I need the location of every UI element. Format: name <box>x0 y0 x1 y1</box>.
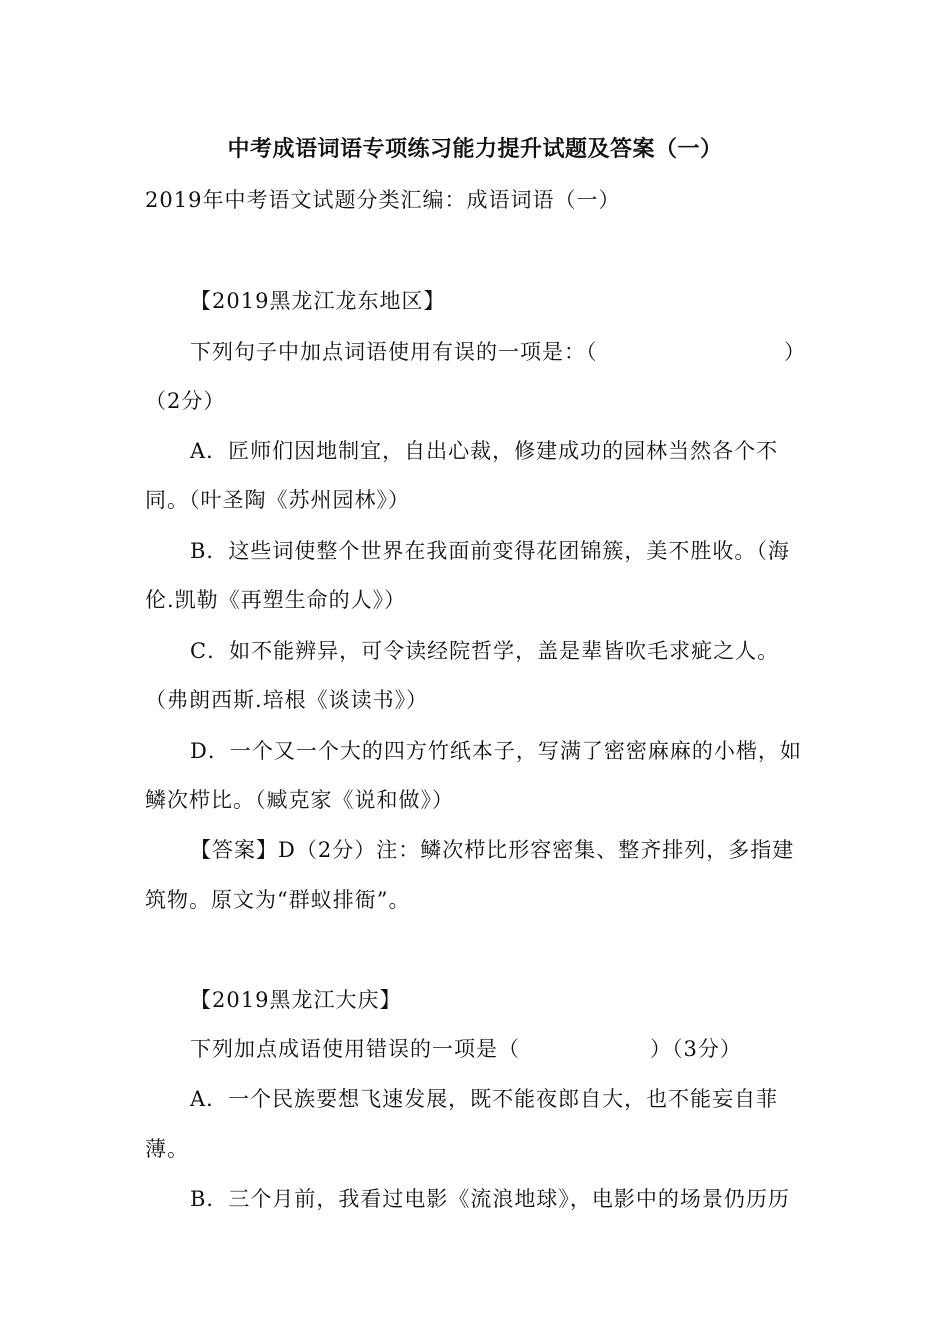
option-a-line1: A．一个民族要想飞速发展，既不能夜郎自大，也不能妄自菲 <box>190 1087 779 1111</box>
answer-line2: 筑物。原文为“群蚁排衙”。 <box>145 888 411 912</box>
page-title: 中考成语词语专项练习能力提升试题及答案（一） <box>227 137 723 162</box>
option-a-line1: A．匠师们因地制宜，自出心裁，修建成功的园林当然各个不 <box>190 439 779 463</box>
option-a-line2: 薄。 <box>145 1137 189 1161</box>
question-score: （2分） <box>145 389 226 413</box>
option-a-line2: 同。（叶圣陶《苏州园林》） <box>145 488 410 512</box>
question-prompt: 下列加点成语使用错误的一项是（ <box>190 1037 520 1061</box>
option-d-line1: D．一个又一个大的四方竹纸本子，写满了密密麻麻的小楷，如 <box>190 739 802 763</box>
option-c-line2: （弗朗西斯.培根《谈读书》） <box>145 688 429 712</box>
question-paren-close-score: ）（3分） <box>650 1037 742 1061</box>
page-subtitle: 2019年中考语文试题分类汇编：成语词语（一） <box>145 188 621 212</box>
section-header: 【2019黑龙江大庆】 <box>190 988 402 1012</box>
answer-line1: 【答案】D（2分）注：鳞次栉比形容密集、整齐排列，多指建 <box>190 838 795 862</box>
option-b-line2: 伦.凯勒《再塑生命的人》） <box>145 588 407 612</box>
option-b-line1: B．三个月前，我看过电影《流浪地球》，电影中的场景仍历历 <box>190 1187 790 1211</box>
question-paren-close: ） <box>784 340 806 364</box>
option-d-line2: 鳞次栉比。（臧克家《说和做》） <box>145 788 454 812</box>
question-prompt: 下列句子中加点词语使用有误的一项是：（ <box>190 340 598 364</box>
section-header: 【2019黑龙江龙东地区】 <box>190 289 446 313</box>
question-text <box>190 337 598 367</box>
option-b-line1: B．这些词使整个世界在我面前变得花团锦簇，美不胜收。（海 <box>190 539 790 563</box>
option-c-line1: C．如不能辨异，可令读经院哲学，盖是辈皆吹毛求疵之人。 <box>190 639 780 663</box>
